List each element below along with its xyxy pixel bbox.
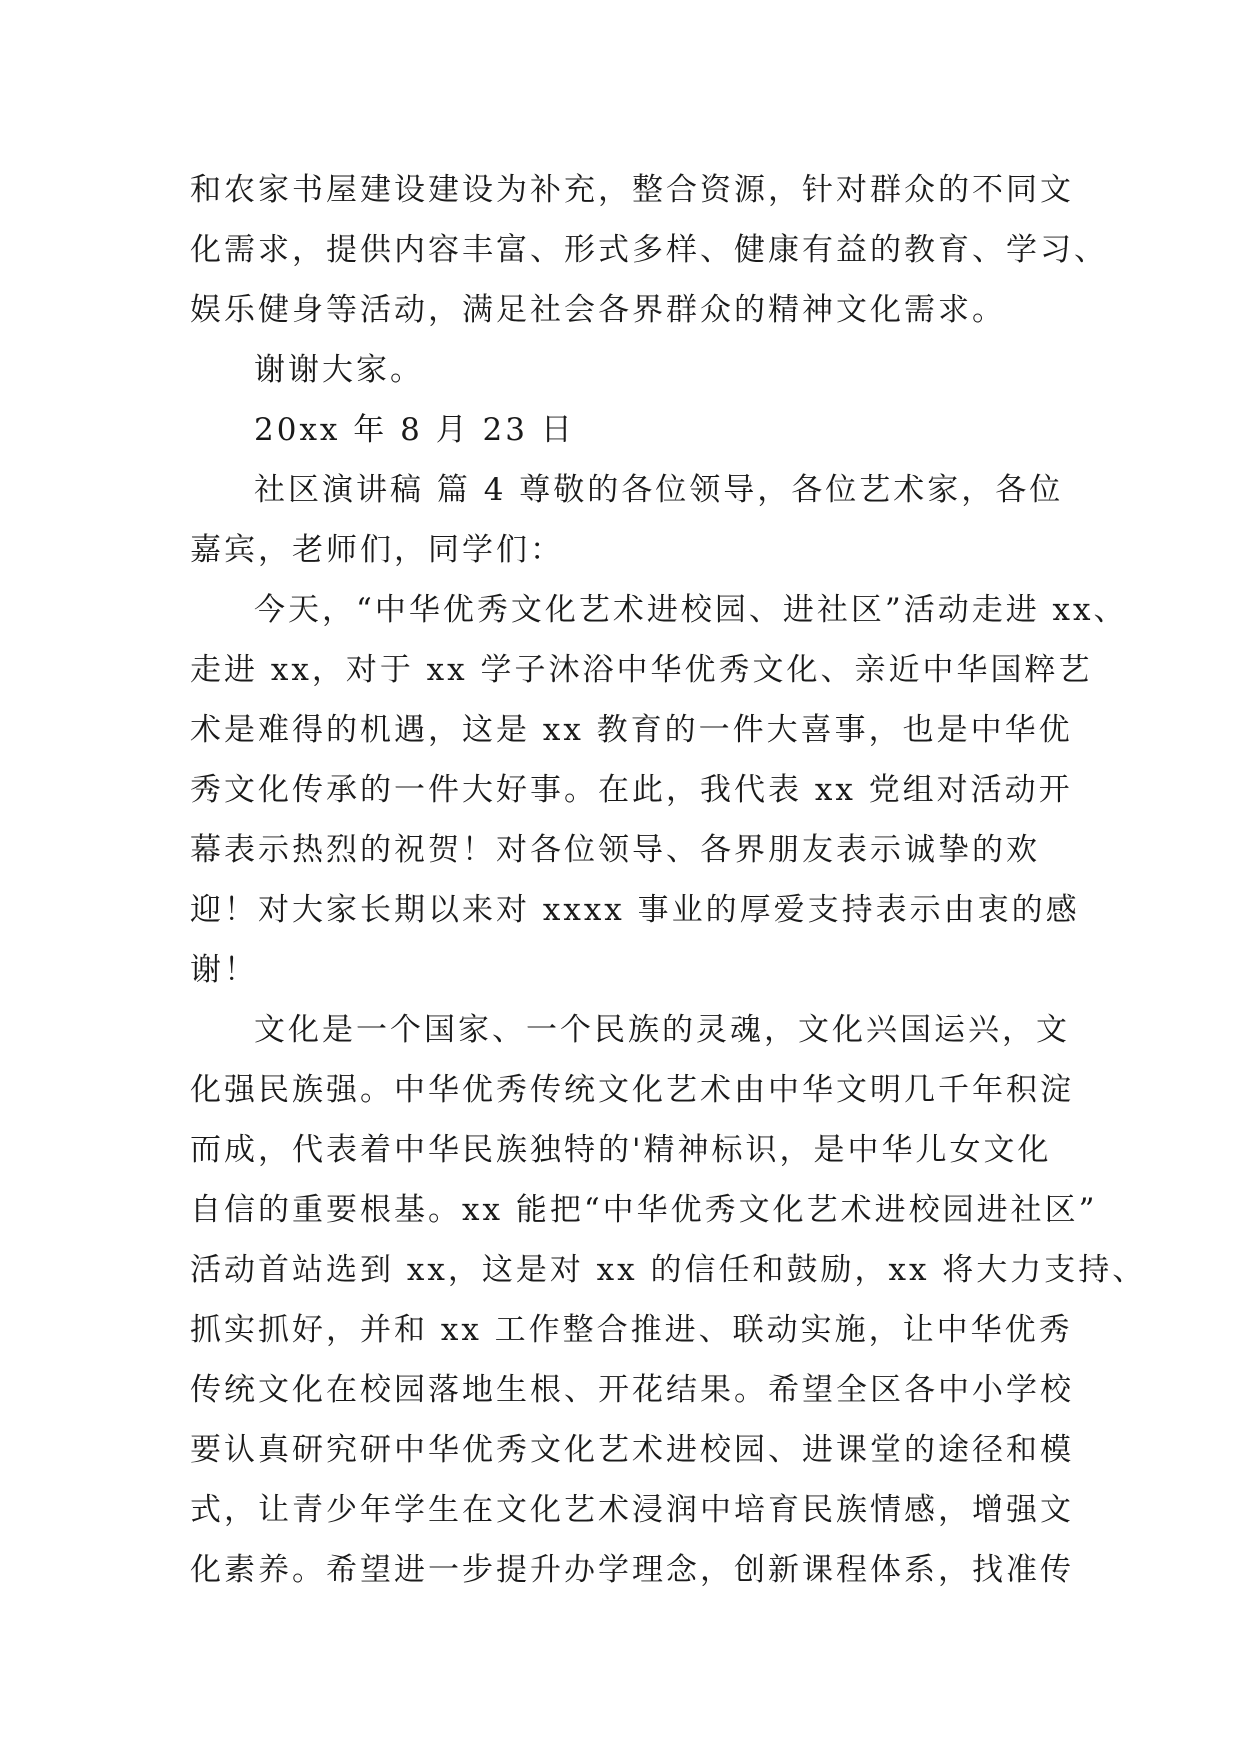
text-line: 式，让青少年学生在文化艺术浸润中培育民族情感，增强文 (190, 1492, 1074, 1528)
text-line: 化强民族强。中华优秀传统文化艺术由中华文明几千年积淀 (190, 1072, 1074, 1108)
text-line: 迎！对大家长期以来对 xxxx 事业的厚爱支持表示由衷的感 (190, 892, 1080, 928)
text-line: 化需求，提供内容丰富、形式多样、健康有益的教育、学习、 (190, 232, 1108, 268)
text-line: 要认真研究研中华优秀文化艺术进校园、进课堂的途径和模 (190, 1432, 1074, 1468)
text-line: 谢谢大家。 (254, 352, 424, 388)
text-line: 而成，代表着中华民族独特的'精神标识，是中华儿女文化 (190, 1132, 1052, 1168)
text-line: 活动首站选到 xx，这是对 xx 的信任和鼓励，xx 将大力支持、 (190, 1252, 1147, 1288)
text-line: 娱乐健身等活动，满足社会各界群众的精神文化需求。 (190, 292, 1006, 328)
text-line: 传统文化在校园落地生根、开花结果。希望全区各中小学校 (190, 1372, 1074, 1408)
text-line: 秀文化传承的一件大好事。在此，我代表 xx 党组对活动开 (190, 772, 1073, 808)
text-line: 和农家书屋建设建设为补充，整合资源，针对群众的不同文 (190, 172, 1074, 208)
text-line: 嘉宾，老师们，同学们： (190, 532, 564, 568)
text-line: 文化是一个国家、一个民族的灵魂，文化兴国运兴，文 (254, 1012, 1070, 1048)
text-line: 谢！ (190, 952, 258, 988)
text-line: 自信的重要根基。xx 能把“中华优秀文化艺术进校园进社区” (190, 1192, 1098, 1228)
text-line: 化素养。希望进一步提升办学理念，创新课程体系，找准传 (190, 1552, 1074, 1588)
text-line: 抓实抓好，并和 xx 工作整合推进、联动实施，让中华优秀 (190, 1312, 1073, 1348)
text-line: 今天，“中华优秀文化艺术进校园、进社区”活动走进 xx、 (254, 592, 1128, 628)
text-line: 走进 xx，对于 xx 学子沐浴中华优秀文化、亲近中华国粹艺 (190, 652, 1093, 688)
section-heading-line: 社区演讲稿 篇 4 尊敬的各位领导，各位艺术家，各位 (254, 472, 1064, 508)
date-line: 20xx 年 8 月 23 日 (254, 412, 575, 448)
document-body (190, 160, 1147, 1600)
text-line: 幕表示热烈的祝贺！对各位领导、各界朋友表示诚挚的欢 (190, 832, 1040, 868)
text-line: 术是难得的机遇，这是 xx 教育的一件大喜事，也是中华优 (190, 712, 1073, 748)
